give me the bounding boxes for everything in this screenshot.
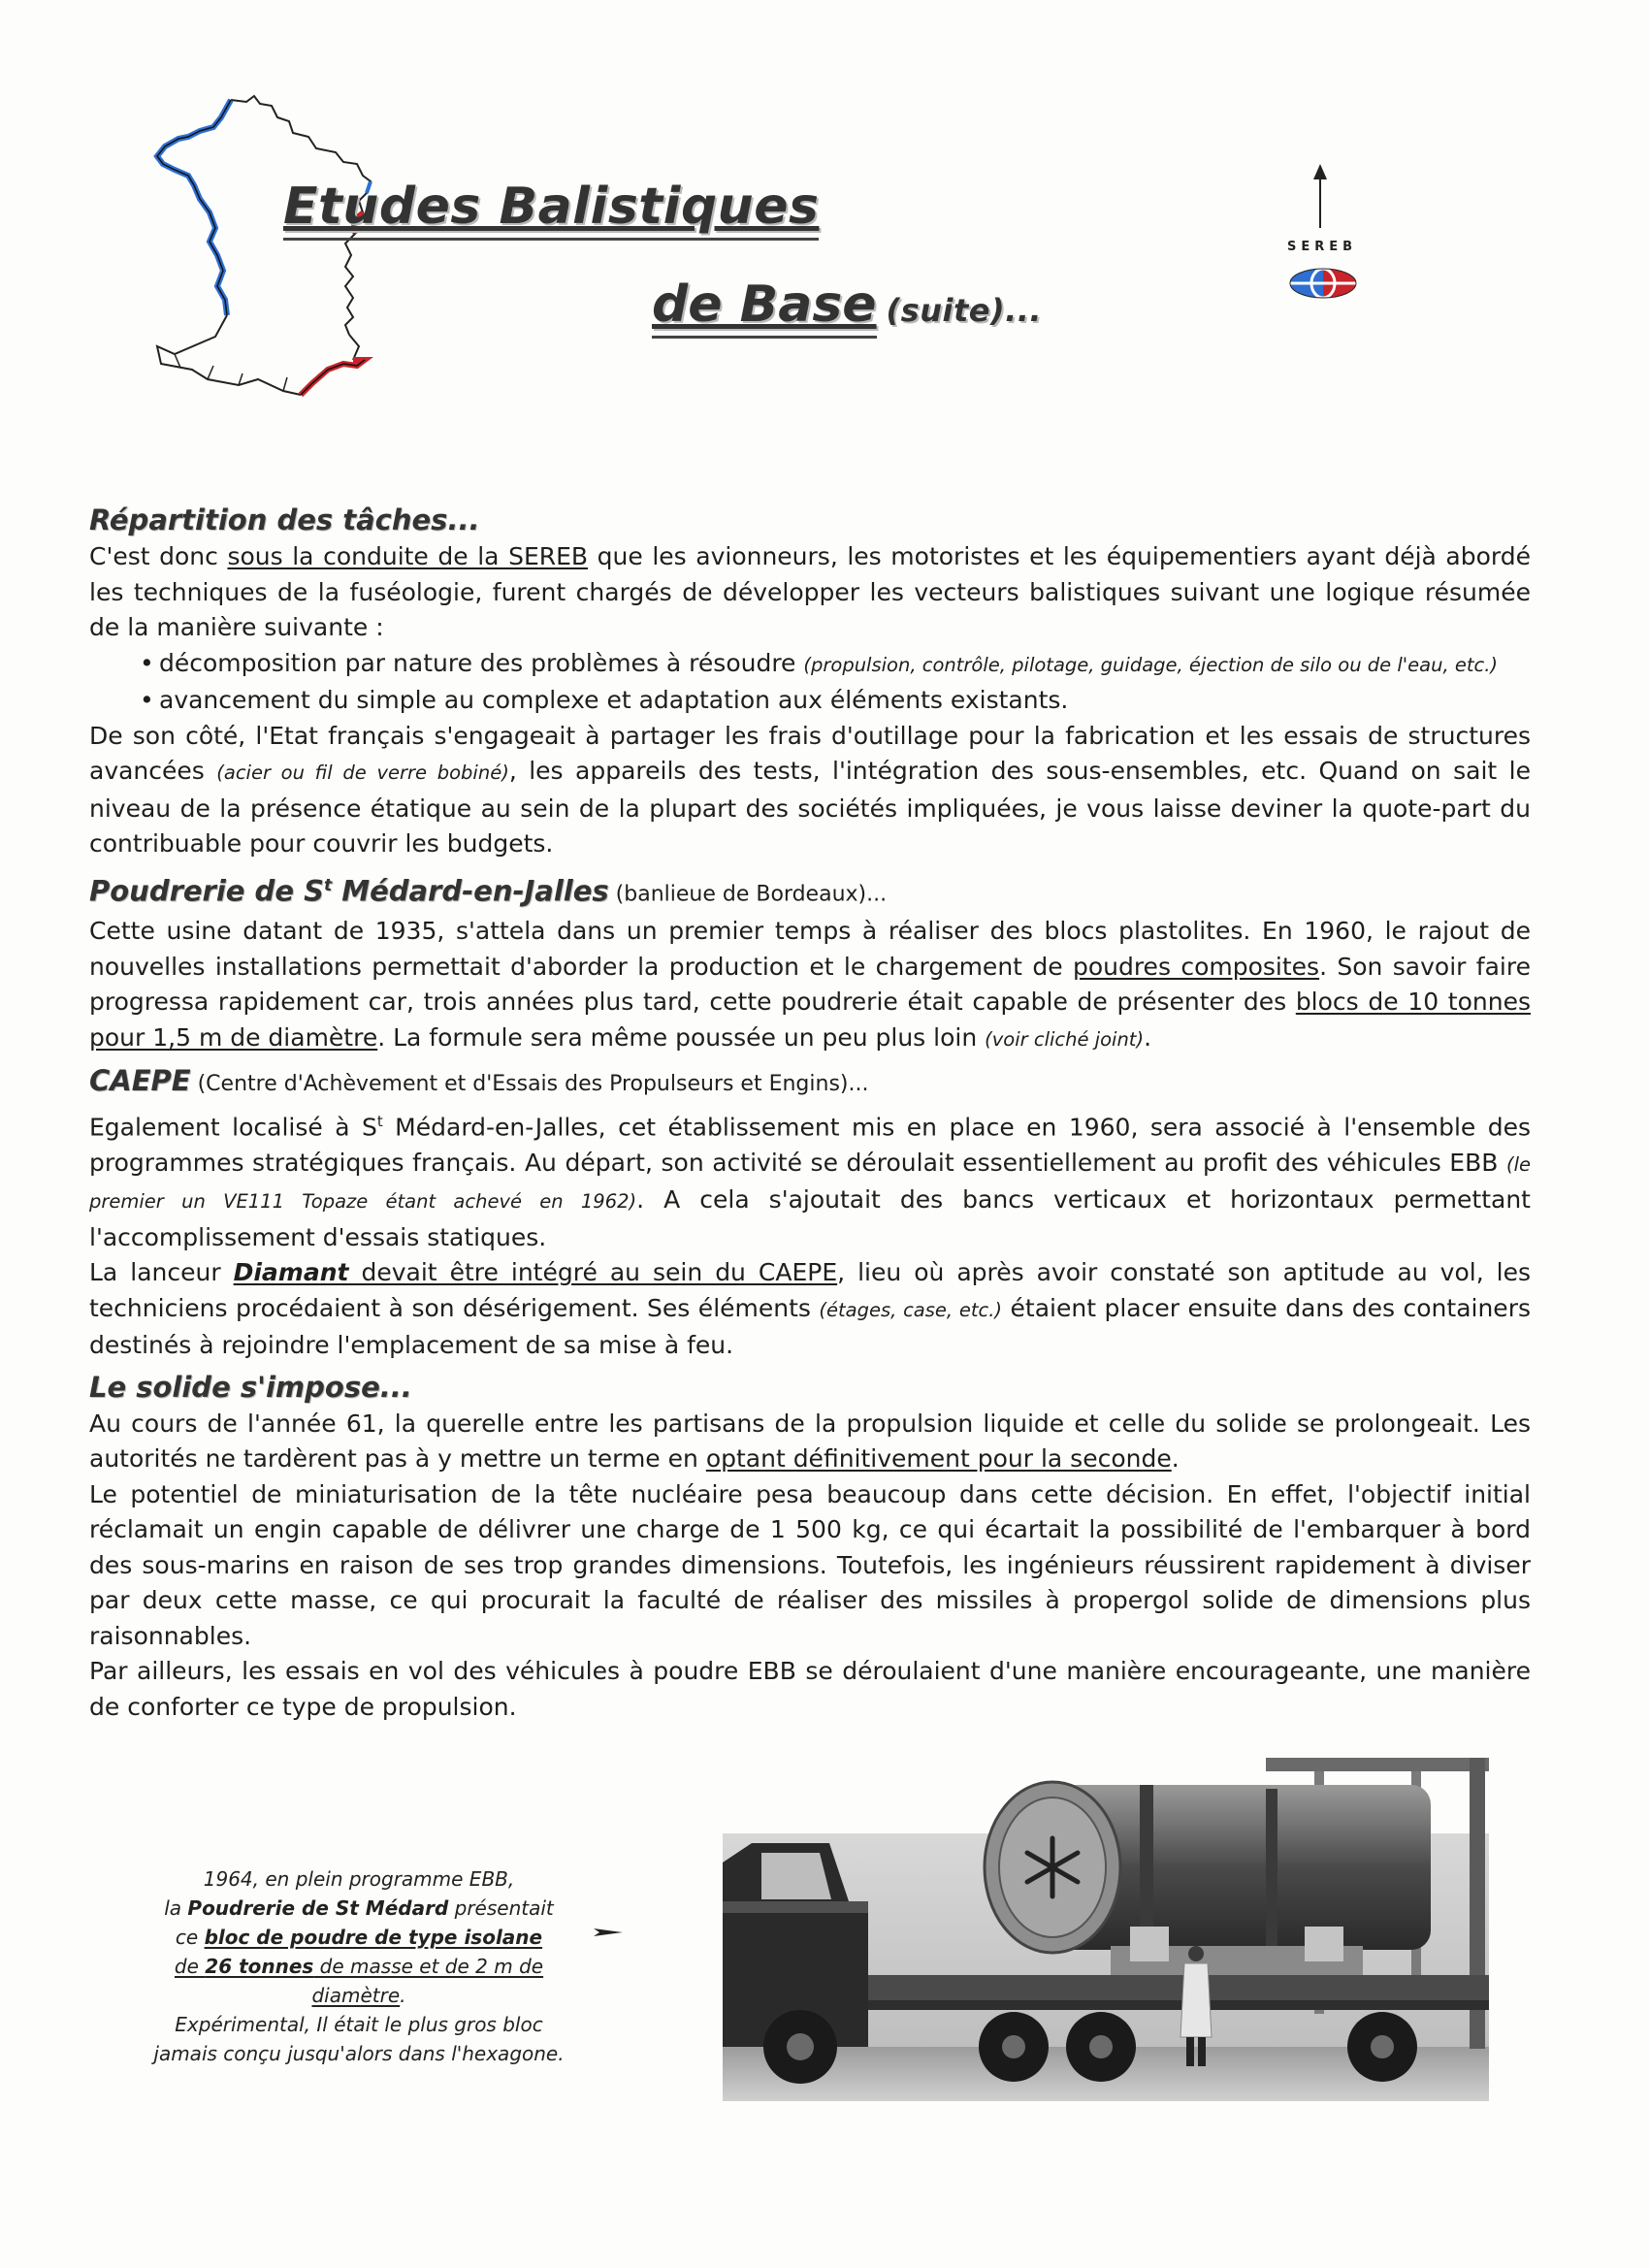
- paragraph: Au cours de l'année 61, la querelle entre les partisans de la propulsion liquide et celle du solide se prolongeait. Les autorités ne tardèrent pas à y mettre un terme en optant définitivement pour la seconde.: [89, 1409, 1531, 1474]
- paragraph: Egalement localisé à $S^t$ Médard-en-Jalles, cet établissement mis en place en 1960, sera associé à l'ensemble des programmes stratégiques français. Au départ, son activité se déroulait essentiellement au profit des véhicules EBB (le premier un VE111 Topaze étant achevé en 1962). A cela s'ajoutait des bancs verticaux et horizontaux permettant l'accomplissement d'essais statiques.: [89, 1113, 1531, 1251]
- sereb-logo: [1278, 170, 1366, 315]
- paragraph: Le potentiel de miniaturisation de la tête nucléaire pesa beaucoup dans cette décision. En effet, l'objectif initial réclamait un engin capable de délivrer une charge de 1 500 kg, ce qui écartait la possibilité de l'embarquer à bord des sous-marins en raison de ses trop grandes dimensions. Toutefois, les ingénieurs réussirent rapidement à diviser par deux cette masse, ce qui procurait la faculté de réaliser des missiles à propergol solide de dimensions plus raisonnables.: [89, 1479, 1531, 1650]
- paragraph: Par ailleurs, les essais en vol des véhicules à poudre EBB se déroulaient d'une manière encourageante, une manière de conforter ce type de propulsion.: [89, 1657, 1531, 1721]
- globe-icon: [1288, 267, 1358, 300]
- france-map-icon: [146, 92, 427, 412]
- paragraph: Cette usine datant de 1935, s'attela dans un premier temps à réaliser des blocs plastolites. En 1960, le rajout de nouvelles installations permettait d'aborder la production et le chargement de poudres composites. Son savoir faire progressa rapidement car, trois années plus tard, cette poudrerie était capable de présenter des blocs de 10 tonnes pour 1,5 m de diamètre. La formule sera même poussée un peu plus loin (voir cliché joint).: [89, 917, 1531, 1052]
- section-title-repartition: Répartition des tâches...: [89, 503, 480, 536]
- section-title-caepe: CAEPE (Centre d'Achèvement et d'Essais des Propulseurs et Engins)...: [89, 1064, 869, 1098]
- paragraph: De son côté, l'Etat français s'engageait à partager les frais d'outillage pour la fabrication et les essais de structures avancées (acier ou fil de verre bobiné), les appareils des tests, l'intégration des sous-ensembles, etc. Quand on sait le niveau de la présence étatique au sein de la plupart des sociétés impliquées, je vous laisse deviner la quote-part du contribuable pour couvrir les budgets.: [89, 721, 1531, 858]
- photo-caption: 1964, en plein programme EBB, la Poudrerie de St Médard présentait ce bloc de poudre de type isolane de 26 tonnes de masse et de 2 m de diamètre. Expérimental, Il était le plus gros bloc jamais conçu jusqu'alors dans l'hexagone.: [153, 1867, 565, 2065]
- title-suffix: (suite)...: [886, 292, 1043, 329]
- section-title-poudrerie: Poudrerie de $S^t$ Médard-en-Jalles (banlieue de Bordeaux)...: [89, 874, 888, 908]
- paragraph: C'est donc sous la conduite de la SEREB que les avionneurs, les motoristes et les équipementiers ayant déjà abordé les techniques de la fuséologie, furent chargés de développer les vecteurs balistiques suivant une logique résumée de la manière suivante :: [89, 542, 1531, 641]
- sereb-logo-text: SEREB: [1286, 240, 1358, 254]
- bullet-list: [89, 646, 1531, 719]
- title-line2: de Base (suite)...: [652, 275, 1042, 334]
- article-body: [89, 497, 1531, 1725]
- list-item: • avancement du simple au complexe et adaptation aux éléments existants.: [140, 683, 1531, 719]
- arrow-right-icon: [594, 1926, 623, 1939]
- list-item: • décomposition par nature des problèmes à résoudre (propulsion, contrôle, pilotage, guidage, éjection de silo ou de l'eau, etc.): [140, 646, 1531, 684]
- truck-photo: [723, 1756, 1489, 2101]
- section-title-solide: Le solide s'impose...: [89, 1370, 412, 1404]
- title-line1: Etudes Balistiques: [283, 178, 819, 236]
- paragraph: La lanceur Diamant devait être intégré au sein du CAEPE, lieu où après avoir constaté son aptitude au vol, les techniciens procédaient à son désérigement. Ses éléments (étages, case, etc.) étaient placer ensuite dans des containers destinés à rejoindre l'emplacement de sa mise à feu.: [89, 1258, 1531, 1360]
